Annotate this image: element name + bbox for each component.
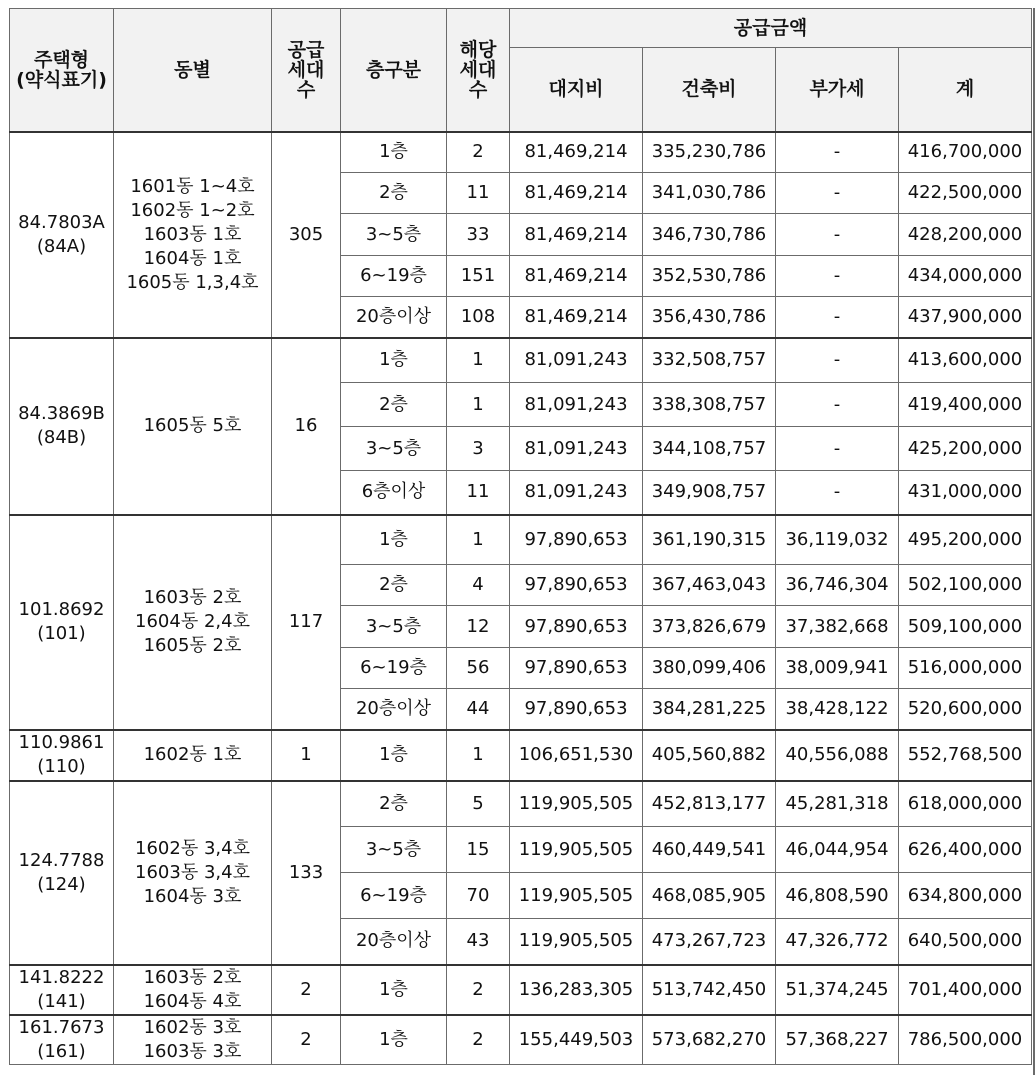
cell-floor: 1층: [341, 730, 447, 781]
cell-land-cost: 81,469,214: [510, 256, 643, 297]
cell-building-cost: 405,560,882: [643, 730, 776, 781]
cell-land-cost: 97,890,653: [510, 565, 643, 606]
cell-floor: 6~19층: [341, 648, 447, 689]
cell-supply-units: 2: [272, 1015, 341, 1065]
cell-building-cost: 346,730,786: [643, 214, 776, 256]
cell-building-cost: 341,030,786: [643, 173, 776, 214]
cell-land-cost: 81,469,214: [510, 297, 643, 338]
cell-supply-units: 133: [272, 781, 341, 965]
cell-building-cost: 468,085,905: [643, 873, 776, 919]
cell-supply-units: 16: [272, 338, 341, 515]
cell-vat: -: [776, 173, 899, 214]
cell-floor: 6~19층: [341, 873, 447, 919]
table-row: [10, 965, 1032, 1015]
cell-floor: 20층이상: [341, 297, 447, 338]
table-body: [10, 132, 1032, 1065]
cell-units: 1: [447, 338, 510, 383]
cell-units: 44: [447, 689, 510, 730]
cell-total: 509,100,000: [899, 606, 1032, 648]
cell-vat: 38,428,122: [776, 689, 899, 730]
cell-land-cost: 81,091,243: [510, 427, 643, 471]
cell-building-cost: 373,826,679: [643, 606, 776, 648]
header-total: 계: [899, 48, 1032, 132]
cell-housing-type: 84.3869B (84B): [10, 338, 114, 515]
cell-vat: -: [776, 132, 899, 173]
cell-total: 413,600,000: [899, 338, 1032, 383]
cell-land-cost: 155,449,503: [510, 1015, 643, 1065]
cell-building-cost: 384,281,225: [643, 689, 776, 730]
cell-floor: 1층: [341, 1015, 447, 1065]
cell-floor: 1층: [341, 965, 447, 1015]
cell-units: 12: [447, 606, 510, 648]
cell-vat: -: [776, 383, 899, 427]
cell-total: 434,000,000: [899, 256, 1032, 297]
cell-dong: 1602동 3,4호 1603동 3,4호 1604동 3호: [114, 781, 272, 965]
cell-units: 3: [447, 427, 510, 471]
cell-units: 1: [447, 730, 510, 781]
cell-units: 2: [447, 965, 510, 1015]
cell-vat: 37,382,668: [776, 606, 899, 648]
cell-units: 15: [447, 827, 510, 873]
cell-units: 2: [447, 132, 510, 173]
cell-floor: 2층: [341, 383, 447, 427]
header-supply-price: 공급금액: [510, 9, 1032, 48]
cell-total: 516,000,000: [899, 648, 1032, 689]
cell-housing-type: 101.8692 (101): [10, 515, 114, 730]
header-vat: 부가세: [776, 48, 899, 132]
cell-units: 4: [447, 565, 510, 606]
cell-land-cost: 97,890,653: [510, 515, 643, 565]
cell-building-cost: 361,190,315: [643, 515, 776, 565]
cell-vat: 45,281,318: [776, 781, 899, 827]
cell-building-cost: 460,449,541: [643, 827, 776, 873]
cell-land-cost: 81,469,214: [510, 132, 643, 173]
cell-total: 626,400,000: [899, 827, 1032, 873]
cell-vat: -: [776, 256, 899, 297]
cell-units: 70: [447, 873, 510, 919]
cell-building-cost: 335,230,786: [643, 132, 776, 173]
cell-dong: 1605동 5호: [114, 338, 272, 515]
cell-floor: 3~5층: [341, 427, 447, 471]
table-row: [10, 730, 1032, 781]
cell-units: 56: [447, 648, 510, 689]
cell-units: 1: [447, 383, 510, 427]
cell-total: 431,000,000: [899, 471, 1032, 515]
cell-floor: 20층이상: [341, 689, 447, 730]
cell-dong: 1602동 1호: [114, 730, 272, 781]
cell-floor: 2층: [341, 781, 447, 827]
cell-floor: 3~5층: [341, 606, 447, 648]
cell-total: 495,200,000: [899, 515, 1032, 565]
cell-land-cost: 119,905,505: [510, 781, 643, 827]
cell-building-cost: 380,099,406: [643, 648, 776, 689]
cell-total: 425,200,000: [899, 427, 1032, 471]
cell-vat: 38,009,941: [776, 648, 899, 689]
cell-total: 552,768,500: [899, 730, 1032, 781]
cell-floor: 1층: [341, 515, 447, 565]
cell-supply-units: 2: [272, 965, 341, 1015]
cell-dong: 1603동 2호 1604동 2,4호 1605동 2호: [114, 515, 272, 730]
cell-units: 2: [447, 1015, 510, 1065]
cell-building-cost: 573,682,270: [643, 1015, 776, 1065]
table-row: [10, 781, 1032, 827]
cell-dong: 1601동 1~4호 1602동 1~2호 1603동 1호 1604동 1호 1605동 1,3,4호: [114, 132, 272, 338]
table-header: [10, 9, 1032, 132]
cell-land-cost: 81,091,243: [510, 471, 643, 515]
cell-land-cost: 136,283,305: [510, 965, 643, 1015]
cell-floor: 20층이상: [341, 919, 447, 965]
cell-vat: 40,556,088: [776, 730, 899, 781]
cell-total: 520,600,000: [899, 689, 1032, 730]
cell-total: 419,400,000: [899, 383, 1032, 427]
cell-vat: 36,746,304: [776, 565, 899, 606]
cell-building-cost: 352,530,786: [643, 256, 776, 297]
cell-units: 1: [447, 515, 510, 565]
cell-units: 108: [447, 297, 510, 338]
cell-floor: 2층: [341, 173, 447, 214]
cell-supply-units: 305: [272, 132, 341, 338]
cell-vat: 51,374,245: [776, 965, 899, 1015]
cell-total: 786,500,000: [899, 1015, 1032, 1065]
header-units: 해당 세대 수: [447, 9, 510, 132]
cell-units: 11: [447, 471, 510, 515]
cell-land-cost: 81,469,214: [510, 214, 643, 256]
cell-units: 33: [447, 214, 510, 256]
cell-total: 416,700,000: [899, 132, 1032, 173]
cell-vat: 46,808,590: [776, 873, 899, 919]
cell-total: 437,900,000: [899, 297, 1032, 338]
cell-housing-type: 141.8222 (141): [10, 965, 114, 1015]
cell-land-cost: 119,905,505: [510, 873, 643, 919]
table-row: [10, 132, 1032, 173]
cell-total: 428,200,000: [899, 214, 1032, 256]
cell-vat: 36,119,032: [776, 515, 899, 565]
cell-vat: -: [776, 297, 899, 338]
cell-dong: 1602동 3호 1603동 3호: [114, 1015, 272, 1065]
cell-floor: 2층: [341, 565, 447, 606]
cell-supply-units: 117: [272, 515, 341, 730]
table-row: [10, 515, 1032, 565]
cell-supply-units: 1: [272, 730, 341, 781]
cell-units: 43: [447, 919, 510, 965]
cell-total: 502,100,000: [899, 565, 1032, 606]
cell-land-cost: 81,091,243: [510, 383, 643, 427]
cell-land-cost: 106,651,530: [510, 730, 643, 781]
cell-land-cost: 119,905,505: [510, 919, 643, 965]
cell-land-cost: 119,905,505: [510, 827, 643, 873]
cell-vat: -: [776, 427, 899, 471]
header-building-cost: 건축비: [643, 48, 776, 132]
cell-units: 11: [447, 173, 510, 214]
cell-floor: 3~5층: [341, 214, 447, 256]
cell-land-cost: 97,890,653: [510, 648, 643, 689]
cell-dong: 1603동 2호 1604동 4호: [114, 965, 272, 1015]
table-row: [10, 1015, 1032, 1065]
supply-price-table: [9, 8, 1032, 1065]
cell-land-cost: 81,091,243: [510, 338, 643, 383]
cell-building-cost: 367,463,043: [643, 565, 776, 606]
cell-building-cost: 349,908,757: [643, 471, 776, 515]
cell-units: 151: [447, 256, 510, 297]
cell-total: 422,500,000: [899, 173, 1032, 214]
header-housing-type: 주택형 (약식표기): [10, 9, 114, 132]
cell-vat: 57,368,227: [776, 1015, 899, 1065]
cell-housing-type: 84.7803A (84A): [10, 132, 114, 338]
cell-building-cost: 513,742,450: [643, 965, 776, 1015]
cell-vat: -: [776, 471, 899, 515]
cell-total: 701,400,000: [899, 965, 1032, 1015]
cell-land-cost: 97,890,653: [510, 689, 643, 730]
cell-vat: 46,044,954: [776, 827, 899, 873]
cell-vat: -: [776, 338, 899, 383]
cell-building-cost: 344,108,757: [643, 427, 776, 471]
header-floor: 층구분: [341, 9, 447, 132]
cell-housing-type: 161.7673 (161): [10, 1015, 114, 1065]
cell-total: 618,000,000: [899, 781, 1032, 827]
cell-land-cost: 81,469,214: [510, 173, 643, 214]
cell-units: 5: [447, 781, 510, 827]
cell-building-cost: 338,308,757: [643, 383, 776, 427]
table-row: [10, 338, 1032, 383]
header-land-cost: 대지비: [510, 48, 643, 132]
cell-land-cost: 97,890,653: [510, 606, 643, 648]
cell-floor: 1층: [341, 338, 447, 383]
cell-building-cost: 356,430,786: [643, 297, 776, 338]
cell-housing-type: 110.9861 (110): [10, 730, 114, 781]
cell-floor: 6층이상: [341, 471, 447, 515]
cell-building-cost: 452,813,177: [643, 781, 776, 827]
cell-floor: 6~19층: [341, 256, 447, 297]
cell-floor: 3~5층: [341, 827, 447, 873]
cell-vat: -: [776, 214, 899, 256]
header-dong: 동별: [114, 9, 272, 132]
cell-total: 640,500,000: [899, 919, 1032, 965]
header-supply-units: 공급 세대 수: [272, 9, 341, 132]
cell-housing-type: 124.7788 (124): [10, 781, 114, 965]
cell-floor: 1층: [341, 132, 447, 173]
cell-building-cost: 332,508,757: [643, 338, 776, 383]
cell-vat: 47,326,772: [776, 919, 899, 965]
cell-total: 634,800,000: [899, 873, 1032, 919]
cell-building-cost: 473,267,723: [643, 919, 776, 965]
